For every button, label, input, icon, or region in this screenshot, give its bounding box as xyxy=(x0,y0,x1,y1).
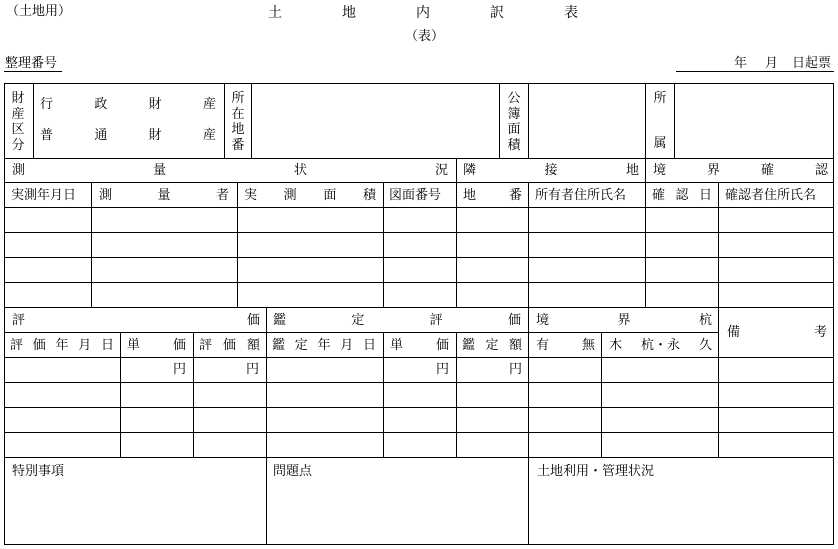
kanteigaku-col: 鑑 定 額 xyxy=(462,338,522,353)
jissoku-date-col: 実測年月日 xyxy=(11,188,77,203)
biko-header: 備 考 xyxy=(727,325,827,340)
zaisan-kubun-label: 財 産 区 分 xyxy=(11,91,25,153)
sokuryosha-col: 測 量 者 xyxy=(99,188,229,203)
kantei-date-col: 鑑 定 年 月 日 xyxy=(272,338,376,353)
shozaichiban-label: 所 在 地 番 xyxy=(231,91,245,153)
sokuryo-jokyo-header: 測 量 状 況 xyxy=(12,163,448,178)
form-subtitle: （表） xyxy=(405,29,445,44)
form-kind-label: （土地用） xyxy=(6,4,72,19)
kui-type-col: 木 杭・永 久 xyxy=(609,338,712,353)
futsu-zaisan-label: 普 通 財 産 xyxy=(40,128,216,143)
kyokaikui-header: 境 界 杭 xyxy=(536,313,712,328)
date-year: 年 xyxy=(734,56,748,71)
date-day-kihyo: 日起票 xyxy=(792,56,832,71)
rinsetsuchi-header: 隣 接 地 xyxy=(463,163,639,178)
tochi-riyo-label: 土地利用・管理状況 xyxy=(537,464,655,479)
mondaiten-label: 問題点 xyxy=(273,464,313,479)
umu-col: 有 無 xyxy=(536,338,595,353)
shozoku-label: 所 属 xyxy=(653,91,667,151)
kakuninsha-col: 確認者住所氏名 xyxy=(725,188,817,203)
yen-unit-tanka2: 円 xyxy=(436,362,450,377)
kobo-menseki-label: 公 簿 面 積 xyxy=(507,91,521,153)
seiri-bango-label: 整理番号 xyxy=(5,56,58,71)
kantei-hyoka-header: 鑑 定 評 価 xyxy=(273,313,521,328)
form-title: 土 地 内 訳 表 xyxy=(268,5,578,21)
tokubetsu-jiko-label: 特別事項 xyxy=(12,464,65,479)
kakunin-bi-col: 確 認 日 xyxy=(652,188,712,203)
hyokagaku-col: 評 価 額 xyxy=(199,338,260,353)
date-month: 月 xyxy=(765,56,779,71)
jissoku-menseki-col: 実 測 面 積 xyxy=(244,188,376,203)
chiban-col: 地 番 xyxy=(463,188,522,203)
yen-unit-tanka: 円 xyxy=(173,362,187,377)
zumen-bango-col: 図面番号 xyxy=(389,188,442,203)
yen-unit-kanteigaku: 円 xyxy=(509,362,523,377)
tanka2-col: 単 価 xyxy=(390,338,449,353)
tanka-col: 単 価 xyxy=(127,338,186,353)
shoyusha-col: 所有者住所氏名 xyxy=(535,188,627,203)
hyoka-header: 評 価 xyxy=(12,313,260,328)
hyoka-date-col: 評 価 年 月 日 xyxy=(10,338,114,353)
gyosei-zaisan-label: 行 政 財 産 xyxy=(40,97,216,112)
yen-unit-hyokagaku: 円 xyxy=(246,362,260,377)
kyokai-kakunin-header: 境 界 確 認 xyxy=(653,163,828,178)
